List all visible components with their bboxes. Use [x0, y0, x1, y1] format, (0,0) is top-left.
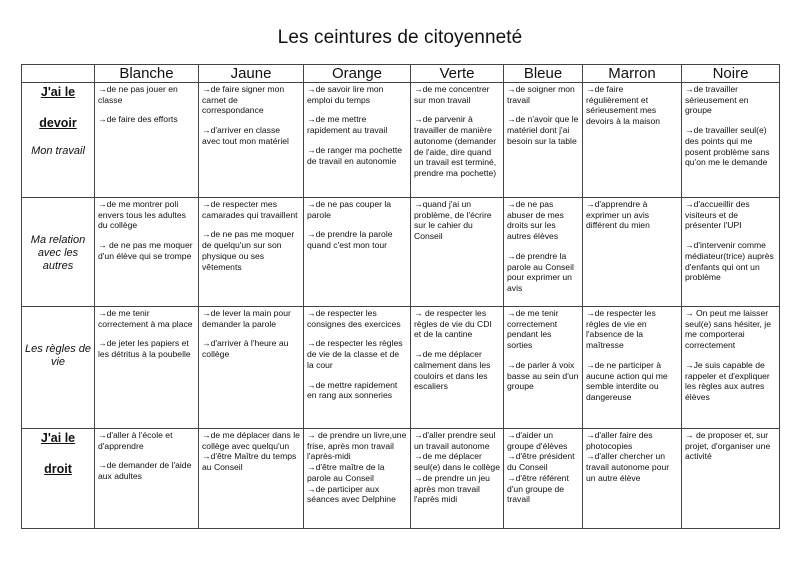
cell: [199, 429, 304, 529]
belt-table: [21, 64, 780, 529]
row-head-mon-travail: [22, 83, 95, 198]
cell: [504, 429, 583, 529]
cell-paragraph: →de ne pas couper la parole: [307, 199, 392, 220]
cell-paragraph: →de me montrer poli envers tous les adultes du collège: [98, 199, 186, 231]
cell-paragraph: → de proposer et, sur projet, d'organiser une activité: [685, 430, 771, 462]
cell: [411, 429, 504, 529]
row-relation: [22, 198, 780, 307]
cell-paragraph: →de respecter mes camarades qui travaillent: [202, 199, 298, 220]
cell-paragraph: →de ranger ma pochette de travail en autonomie: [307, 144, 403, 166]
cell: [411, 83, 504, 198]
cell-paragraph: →de ne pas abuser de mes droits sur les autres élèves: [507, 199, 564, 242]
cell-paragraph: →d'aller à l'école et d'apprendre: [98, 430, 173, 451]
cell-paragraph: →de lever la main pour demander la parole: [202, 308, 291, 329]
cell-paragraph: →d'arriver en classe avec tout mon matériel: [202, 125, 289, 146]
cell-paragraph: →de ne pas jouer en classe: [98, 84, 178, 105]
header-row: [22, 65, 780, 83]
cell-paragraph: → de prendre un livre,une frise, après mon travail l'après-midi →d'être maître de la parole au Conseil →de participer aux séances avec Delphine: [307, 430, 407, 505]
cell: [504, 198, 583, 307]
cell-paragraph: →d'arriver à l'heure au collège: [202, 338, 289, 360]
cell-paragraph: →de n'avoir que le matériel dont j'ai besoin sur la table: [507, 114, 579, 146]
corner-cell: [22, 65, 95, 83]
cell-paragraph: →quand j'ai un problème, de l'écrire sur le cahier du Conseil: [414, 199, 492, 242]
row-head-relation: [22, 198, 95, 307]
cell-paragraph: →d'intervenir comme médiateur(trice) auprès d'enfants qui ont un problème: [685, 240, 774, 283]
cell: [682, 429, 780, 529]
row-head-line2: droit: [44, 462, 72, 476]
cell: [682, 307, 780, 429]
column-header-noire: Noire: [682, 65, 780, 83]
cell: [304, 83, 411, 198]
cell: [682, 83, 780, 198]
cell-paragraph: →de travailler seul(e) des points qui me posent problème sans qu'on me le demande: [685, 125, 770, 168]
cell: [95, 198, 199, 307]
cell-paragraph: →de savoir lire mon emploi du temps: [307, 84, 384, 105]
cell: [504, 83, 583, 198]
row-head-line1: Les règles de vie: [24, 343, 92, 368]
cell: [583, 198, 682, 307]
cell-paragraph: →de me mettre rapidement au travail: [307, 114, 388, 136]
cell-paragraph: →de faire des efforts: [98, 114, 178, 125]
cell: [199, 198, 304, 307]
cell: [95, 429, 199, 529]
cell-paragraph: → de ne pas me moquer d'un élève qui se trompe: [98, 240, 193, 261]
cell-paragraph: →d'accueillir des visiteurs et de présenter l'UPI: [685, 199, 750, 231]
cell-paragraph: →de prendre la parole quand c'est mon tour: [307, 229, 393, 251]
cell: [682, 198, 780, 307]
row-head-line1: J'ai le: [40, 85, 76, 99]
cell-paragraph: →de parler à voix basse au sein d'un groupe: [507, 359, 579, 392]
row-head-line3: Mon travail: [31, 145, 85, 157]
cell-paragraph: →de faire régulièrement et sérieusement mes devoirs à la maison: [586, 84, 661, 127]
cell: [504, 307, 583, 429]
cell: [304, 198, 411, 307]
row-head-regles: [22, 307, 95, 429]
cell-paragraph: →de me déplacer calmement dans les couloirs et dans les escaliers: [414, 349, 491, 392]
cell: [95, 307, 199, 429]
cell: [583, 83, 682, 198]
cell-paragraph: →de me tenir correctement pendant les sorties: [507, 308, 559, 351]
cell-paragraph: →de ne pas me moquer de quelqu'un sur son physique ou ses vêtements: [202, 229, 295, 272]
cell: [95, 83, 199, 198]
cell-paragraph: →de ne participer à aucune action qui me semble interdite ou dangereuse: [586, 359, 668, 402]
cell: [304, 429, 411, 529]
cell-paragraph: →de respecter les consignes des exercices: [307, 308, 401, 329]
cell: [199, 307, 304, 429]
cell-paragraph: →d'aller prendre seul un travail autonome →de me déplacer seul(e) dans le collège →de prendre un jeu après mon travail l'après midi: [414, 430, 500, 505]
column-header-jaune: Jaune: [199, 65, 304, 83]
cell-paragraph: →d'apprendre à exprimer un avis différent du mien: [586, 199, 650, 231]
cell-paragraph: → de respecter les règles de vie du CDI et de la cantine: [414, 308, 492, 340]
row-head-line1: J'ai le: [40, 431, 76, 445]
column-header-orange: Orange: [304, 65, 411, 83]
cell: [411, 307, 504, 429]
row-head-line2: devoir: [39, 116, 77, 130]
cell-paragraph: →de jeter les papiers et les détritus à la poubelle: [98, 338, 191, 360]
cell-paragraph: →de respecter les règles de vie de la classe et de la cour: [307, 338, 403, 370]
cell-paragraph: →de travailler sérieusement en groupe: [685, 84, 749, 116]
cell: [199, 83, 304, 198]
document-title: Les ceintures de citoyenneté: [277, 27, 523, 48]
cell: [411, 198, 504, 307]
cell-paragraph: →de soigner mon travail: [507, 84, 575, 105]
row-head-droit: [22, 429, 95, 529]
cell-paragraph: →de respecter les règles de vie en l'absence de la maîtresse: [586, 308, 656, 351]
row-mon-travail: [22, 83, 780, 198]
cell-paragraph: →de me déplacer dans le collège avec quelqu'un →d'être Maître du temps au Conseil: [202, 430, 300, 473]
cell-paragraph: →de mettre rapidement en rang aux sonneries: [307, 379, 398, 401]
row-droit: [22, 429, 780, 529]
column-header-marron: Marron: [583, 65, 682, 83]
cell-paragraph: →d'aller faire des photocopies →d'aller chercher un travail autonome pour un autre élève: [586, 430, 670, 483]
cell-paragraph: →de prendre la parole au Conseil pour exprimer un avis: [507, 250, 574, 293]
cell: [583, 429, 682, 529]
cell: [304, 307, 411, 429]
cell-paragraph: →de me tenir correctement à ma place: [98, 308, 193, 329]
cell-paragraph: →d'aider un groupe d'élèves →d'être président du Conseil →d'être référent d'un groupe de travail: [507, 430, 575, 505]
cell-paragraph: →de faire signer mon carnet de correspondance: [202, 84, 285, 116]
column-header-verte: Verte: [411, 65, 504, 83]
row-head-line1: Ma relation avec les autres: [30, 234, 86, 272]
cell-paragraph: →de me concentrer sur mon travail: [414, 84, 490, 105]
cell-paragraph: → On peut me laisser seul(e) sans hésiter, je me comporterai correctement: [685, 308, 771, 351]
cell-paragraph: →de demander de l'aide aux adultes: [98, 460, 192, 482]
cell-paragraph: →Je suis capable de rappeler et d'expliquer les règles aux autres élèves: [685, 359, 770, 402]
column-header-blanche: Blanche: [95, 65, 199, 83]
cell: [583, 307, 682, 429]
row-regles: [22, 307, 780, 429]
column-header-bleue: Bleue: [504, 65, 583, 83]
cell-paragraph: →de parvenir à travailler de manière autonome (demander de l'aide, dire quand un travail est terminé, prendre ma pochette): [414, 114, 497, 178]
